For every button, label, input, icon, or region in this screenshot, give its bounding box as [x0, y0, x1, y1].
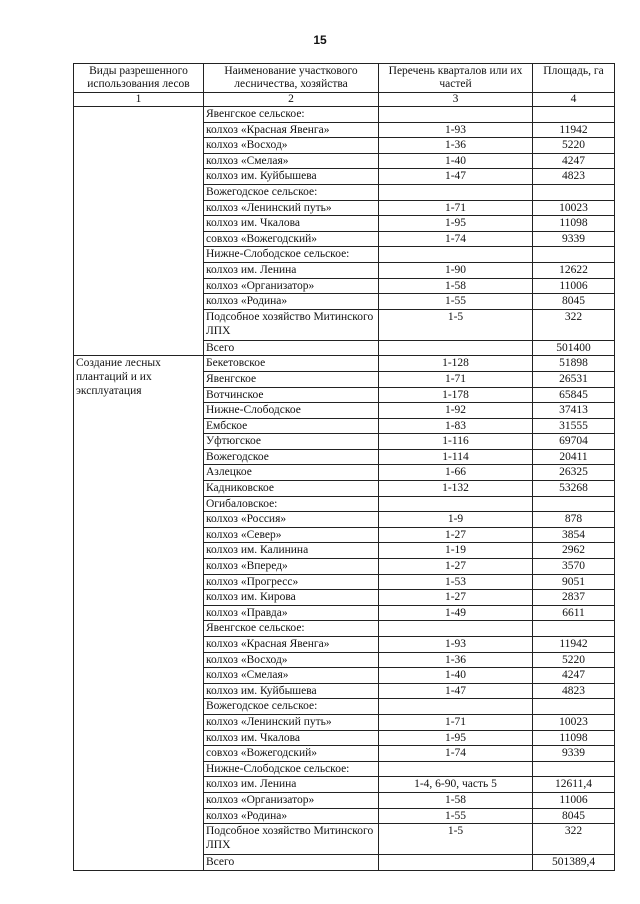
forestry-name-cell: колхоз «Родина» — [204, 808, 379, 824]
quarters-cell: 1-5 — [379, 309, 533, 340]
area-cell: 8045 — [533, 294, 615, 310]
quarters-cell: 1-92 — [379, 403, 533, 419]
column-number-row — [74, 93, 615, 107]
forestry-name-cell: Кадниковское — [204, 481, 379, 497]
forest-use-table — [73, 63, 615, 871]
quarters-cell: 1-27 — [379, 527, 533, 543]
quarters-cell: 1-27 — [379, 590, 533, 606]
area-cell: 322 — [533, 309, 615, 340]
forestry-name-cell: колхоз им. Чкалова — [204, 730, 379, 746]
area-cell: 8045 — [533, 808, 615, 824]
area-cell: 26531 — [533, 371, 615, 387]
header-quarters: Перечень кварталов или их частей — [379, 64, 533, 93]
forestry-name-cell: Вожегодское сельское: — [204, 699, 379, 715]
area-cell: 2962 — [533, 543, 615, 559]
quarters-cell: 1-47 — [379, 169, 533, 185]
area-cell: 5220 — [533, 138, 615, 154]
area-cell: 11942 — [533, 122, 615, 138]
forestry-name-cell: колхоз «Россия» — [204, 512, 379, 528]
column-number: 3 — [379, 93, 533, 107]
forestry-name-cell: совхоз «Вожегодский» — [204, 231, 379, 247]
quarters-cell — [379, 761, 533, 777]
forestry-name-cell: колхоз «Ленинский путь» — [204, 200, 379, 216]
area-cell: 31555 — [533, 418, 615, 434]
quarters-cell: 1-58 — [379, 278, 533, 294]
use-type-cell — [74, 107, 204, 356]
quarters-cell: 1-40 — [379, 153, 533, 169]
forestry-name-cell: колхоз им. Кирова — [204, 590, 379, 606]
quarters-cell: 1-116 — [379, 434, 533, 450]
quarters-cell: 1-128 — [379, 356, 533, 372]
area-cell: 10023 — [533, 714, 615, 730]
forestry-name-cell: колхоз им. Куйбышева — [204, 169, 379, 185]
quarters-cell: 1-36 — [379, 652, 533, 668]
area-cell: 26325 — [533, 465, 615, 481]
area-cell: 37413 — [533, 403, 615, 419]
area-cell: 6611 — [533, 605, 615, 621]
forestry-name-cell: Всего — [204, 855, 379, 871]
area-cell: 878 — [533, 512, 615, 528]
quarters-cell — [379, 496, 533, 512]
forestry-name-cell: Явенгское сельское: — [204, 107, 379, 123]
forestry-name-cell: колхоз «Восход» — [204, 652, 379, 668]
area-cell: 9339 — [533, 231, 615, 247]
area-cell: 11942 — [533, 637, 615, 653]
forestry-name-cell: колхоз им. Куйбышева — [204, 683, 379, 699]
area-cell: 12611,4 — [533, 777, 615, 793]
quarters-cell: 1-74 — [379, 231, 533, 247]
area-cell: 4247 — [533, 668, 615, 684]
forestry-name-cell: Подсобное хозяйство Митинского ЛПХ — [204, 824, 379, 855]
forestry-name-cell: колхоз им. Ленина — [204, 262, 379, 278]
forestry-name-cell: колхоз «Восход» — [204, 138, 379, 154]
table-row — [74, 356, 615, 372]
quarters-cell: 1-53 — [379, 574, 533, 590]
forestry-name-cell: колхоз «Ленинский путь» — [204, 714, 379, 730]
forestry-name-cell: Всего — [204, 340, 379, 356]
quarters-cell: 1-71 — [379, 714, 533, 730]
forestry-name-cell: колхоз «Смелая» — [204, 153, 379, 169]
forestry-name-cell: Азлецкое — [204, 465, 379, 481]
forestry-name-cell: Уфтюгское — [204, 434, 379, 450]
forestry-name-cell: Вотчинское — [204, 387, 379, 403]
quarters-cell: 1-4, 6-90, часть 5 — [379, 777, 533, 793]
forestry-name-cell: Вожегодское сельское: — [204, 184, 379, 200]
header-forestry-name: Наименование участкового лесничества, хозяйства — [204, 64, 379, 93]
forestry-name-cell: Подсобное хозяйство Митинского ЛПХ — [204, 309, 379, 340]
quarters-cell: 1-95 — [379, 730, 533, 746]
quarters-cell — [379, 855, 533, 871]
table-header-row — [74, 64, 615, 93]
forestry-name-cell: Нижне-Слободское сельское: — [204, 247, 379, 263]
area-cell: 4823 — [533, 169, 615, 185]
quarters-cell: 1-132 — [379, 481, 533, 497]
column-number: 2 — [204, 93, 379, 107]
area-cell: 10023 — [533, 200, 615, 216]
area-cell: 11006 — [533, 278, 615, 294]
quarters-cell: 1-114 — [379, 449, 533, 465]
forestry-name-cell: Нижне-Слободское сельское: — [204, 761, 379, 777]
quarters-cell: 1-9 — [379, 512, 533, 528]
area-cell: 51898 — [533, 356, 615, 372]
forestry-name-cell: колхоз им. Чкалова — [204, 216, 379, 232]
forestry-name-cell: Ембское — [204, 418, 379, 434]
quarters-cell: 1-36 — [379, 138, 533, 154]
area-cell: 69704 — [533, 434, 615, 450]
quarters-cell: 1-66 — [379, 465, 533, 481]
area-cell: 9339 — [533, 746, 615, 762]
forestry-name-cell: Огибаловское: — [204, 496, 379, 512]
forestry-name-cell: колхоз «Правда» — [204, 605, 379, 621]
area-cell — [533, 107, 615, 123]
area-cell: 53268 — [533, 481, 615, 497]
forestry-name-cell: колхоз «Организатор» — [204, 792, 379, 808]
area-cell: 4823 — [533, 683, 615, 699]
forestry-name-cell: колхоз «Прогресс» — [204, 574, 379, 590]
forestry-name-cell: колхоз им. Ленина — [204, 777, 379, 793]
forestry-name-cell: Вожегодское — [204, 449, 379, 465]
area-cell: 3570 — [533, 559, 615, 575]
quarters-cell — [379, 247, 533, 263]
forestry-name-cell: колхоз им. Калинина — [204, 543, 379, 559]
column-number: 1 — [74, 93, 204, 107]
quarters-cell — [379, 107, 533, 123]
quarters-cell: 1-74 — [379, 746, 533, 762]
quarters-cell — [379, 621, 533, 637]
area-cell: 9051 — [533, 574, 615, 590]
area-cell: 2837 — [533, 590, 615, 606]
quarters-cell: 1-83 — [379, 418, 533, 434]
forestry-name-cell: колхоз «Красная Явенга» — [204, 122, 379, 138]
area-cell: 3854 — [533, 527, 615, 543]
area-cell: 322 — [533, 824, 615, 855]
use-type-cell: Создание лесных плантаций и их эксплуатация — [74, 356, 204, 870]
area-cell — [533, 761, 615, 777]
forestry-name-cell: Бекетовское — [204, 356, 379, 372]
area-cell: 4247 — [533, 153, 615, 169]
quarters-cell: 1-95 — [379, 216, 533, 232]
quarters-cell — [379, 184, 533, 200]
quarters-cell: 1-93 — [379, 122, 533, 138]
quarters-cell: 1-27 — [379, 559, 533, 575]
quarters-cell: 1-71 — [379, 200, 533, 216]
area-cell: 11006 — [533, 792, 615, 808]
table-body — [74, 107, 615, 871]
column-number: 4 — [533, 93, 615, 107]
forestry-name-cell: колхоз «Север» — [204, 527, 379, 543]
area-cell — [533, 184, 615, 200]
forestry-name-cell: колхоз «Смелая» — [204, 668, 379, 684]
area-cell — [533, 247, 615, 263]
quarters-cell: 1-19 — [379, 543, 533, 559]
quarters-cell — [379, 340, 533, 356]
quarters-cell: 1-5 — [379, 824, 533, 855]
quarters-cell: 1-55 — [379, 808, 533, 824]
area-cell: 501389,4 — [533, 855, 615, 871]
area-cell: 11098 — [533, 730, 615, 746]
area-cell — [533, 621, 615, 637]
header-area: Площадь, га — [533, 64, 615, 93]
forestry-name-cell: Нижне-Слободское — [204, 403, 379, 419]
quarters-cell: 1-47 — [379, 683, 533, 699]
quarters-cell: 1-90 — [379, 262, 533, 278]
quarters-cell: 1-55 — [379, 294, 533, 310]
header-use-type: Виды разрешенного использования лесов — [74, 64, 204, 93]
quarters-cell: 1-178 — [379, 387, 533, 403]
quarters-cell — [379, 699, 533, 715]
forestry-name-cell: колхоз «Вперед» — [204, 559, 379, 575]
forestry-name-cell: колхоз «Организатор» — [204, 278, 379, 294]
quarters-cell: 1-93 — [379, 637, 533, 653]
forestry-name-cell: Явенгское — [204, 371, 379, 387]
page-number: 15 — [313, 33, 327, 47]
quarters-cell: 1-71 — [379, 371, 533, 387]
area-cell: 5220 — [533, 652, 615, 668]
area-cell — [533, 496, 615, 512]
area-cell — [533, 699, 615, 715]
forestry-name-cell: Явенгское сельское: — [204, 621, 379, 637]
area-cell: 65845 — [533, 387, 615, 403]
area-cell: 501400 — [533, 340, 615, 356]
area-cell: 11098 — [533, 216, 615, 232]
forestry-name-cell: совхоз «Вожегодский» — [204, 746, 379, 762]
forestry-name-cell: колхоз «Родина» — [204, 294, 379, 310]
table-row — [74, 107, 615, 123]
area-cell: 20411 — [533, 449, 615, 465]
quarters-cell: 1-58 — [379, 792, 533, 808]
area-cell: 12622 — [533, 262, 615, 278]
forestry-name-cell: колхоз «Красная Явенга» — [204, 637, 379, 653]
quarters-cell: 1-49 — [379, 605, 533, 621]
quarters-cell: 1-40 — [379, 668, 533, 684]
